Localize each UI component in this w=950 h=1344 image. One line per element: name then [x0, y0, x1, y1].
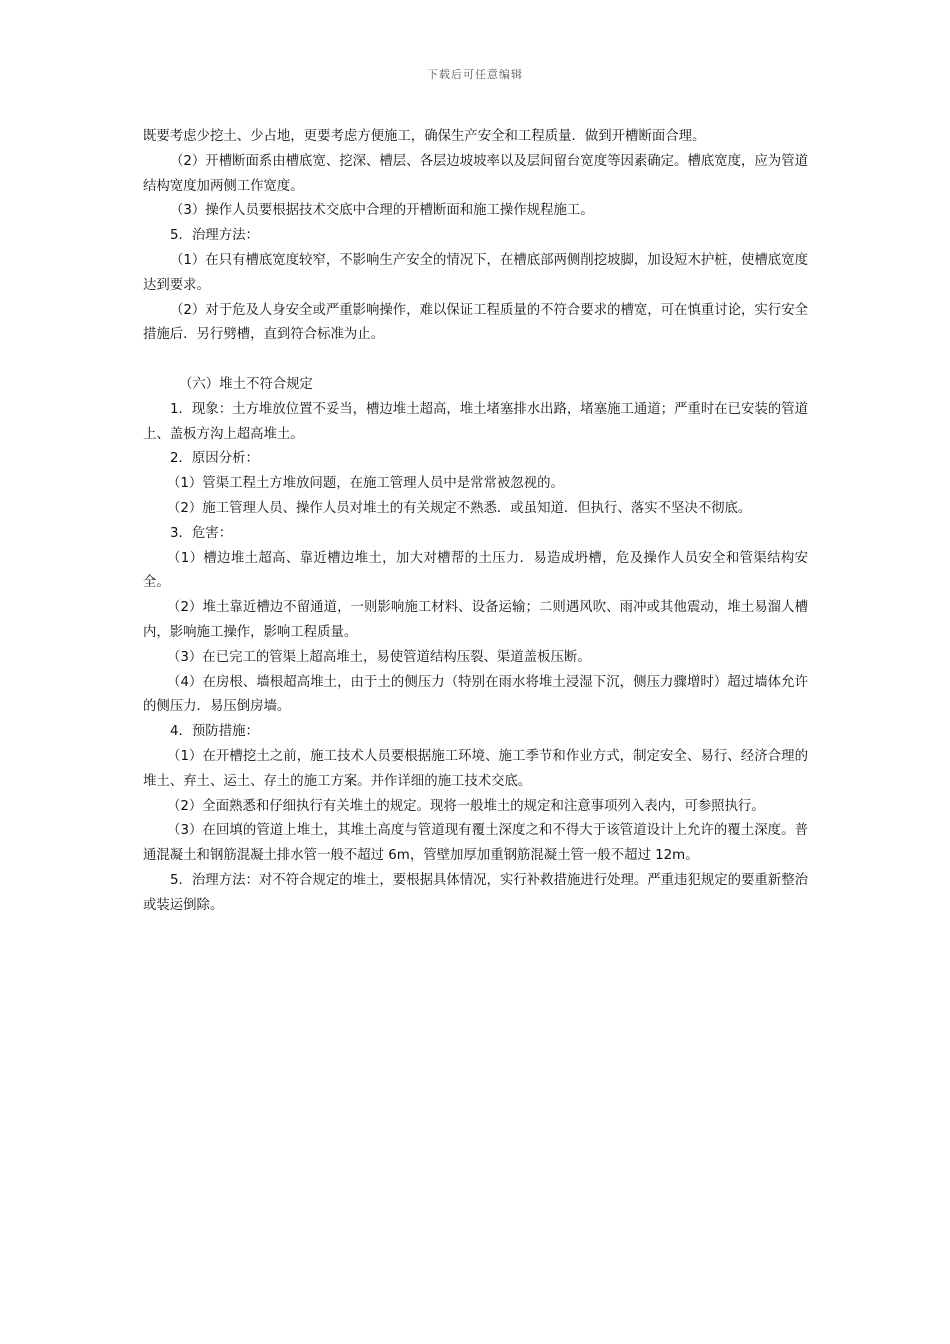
paragraph: （2）堆土靠近槽边不留通道，一则影响施工材料、设备运输；二则遇风吹、雨冲或其他震动，堆土易溜人槽内，影响施工操作，影响工程质量。	[143, 600, 808, 640]
paragraph: 既要考虑少挖土、少占地，更要考虑方便施工，确保生产安全和工程质量．做到开槽断面合理。	[143, 129, 706, 144]
paragraph: （2）对于危及人身安全或严重影响操作，难以保证工程质量的不符合要求的槽宽，可在慎重讨论，实行安全措施后．另行劈槽，直到符合标准为止。	[143, 302, 808, 343]
paragraph: 1．现象：土方堆放位置不妥当，槽边堆土超高，堆土堵塞排水出路，堵塞施工通道；严重时在已安装的管道上、盖板方沟上超高堆土。	[143, 401, 808, 442]
paragraph: （2）施工管理人员、操作人员对堆土的有关规定不熟悉．或虽知道．但执行、落实不坚决不彻底。	[167, 500, 752, 516]
paragraph: 5．治理方法：	[170, 228, 259, 244]
paragraph: 4．预防措施：	[170, 724, 259, 740]
paragraph: （1）在开槽挖土之前，施工技术人员要根据施工环境、施工季节和作业方式，制定安全、易行、经济合理的堆土、弃土、运土、存土的施工方案。并作详细的施工技术交底。	[143, 748, 808, 789]
paragraph: （4）在房根、墙根超高堆土，由于土的侧压力（特别在雨水将堆土浸湿下沉，侧压力骤增时）超过墙体允许的侧压力．易压倒房墙。	[143, 674, 808, 715]
paragraph: 5．治理方法：对不符合规定的堆土，要根据具体情况，实行补救措施进行处理。严重违犯规定的要重新整治或装运倒除。	[143, 872, 808, 913]
paragraph: （2）开槽断面系由槽底宽、挖深、槽层、各层边坡坡率以及层间留台宽度等因素确定。槽底宽度，应为管道结构宽度加两侧工作宽度。	[143, 153, 808, 194]
paragraph: （3）在回填的管道上堆土，其堆土高度与管道现有覆土深度之和不得大于该管道设计上允许的覆土深度。普通混凝土和钢筋混凝土排水管一般不超过 6m，管壁加厚加重钢筋混凝土管一般不超过 12m。	[143, 823, 808, 864]
section-heading: （六）堆土不符合规定	[179, 376, 313, 392]
paragraph: （2）全面熟悉和仔细执行有关堆土的规定。现将一般堆土的规定和注意事项列入表内，可参照执行。	[167, 798, 765, 814]
paragraph: （1）在只有槽底宽度较窄，不影响生产安全的情况下，在槽底部两侧削挖坡脚，加设短木护桩，使槽底宽度达到要求。	[143, 252, 808, 293]
paragraph: 3．危害：	[170, 525, 233, 541]
page-header: 下载后可任意编辑	[427, 68, 523, 81]
paragraph: （3）操作人员要根据技术交底中合理的开槽断面和施工操作规程施工。	[170, 203, 594, 219]
document-body	[143, 125, 808, 919]
paragraph: （3）在已完工的管渠上超高堆土，易使管道结构压裂、渠道盖板压断。	[167, 649, 591, 665]
paragraph: （1）管渠工程土方堆放问题，在施工管理人员中是常常被忽视的。	[167, 476, 564, 492]
paragraph: （1）槽边堆土超高、靠近槽边堆土，加大对槽帮的土压力．易造成坍槽，危及操作人员安全和管渠结构安全。	[143, 550, 808, 591]
paragraph: 2．原因分析：	[170, 451, 259, 467]
